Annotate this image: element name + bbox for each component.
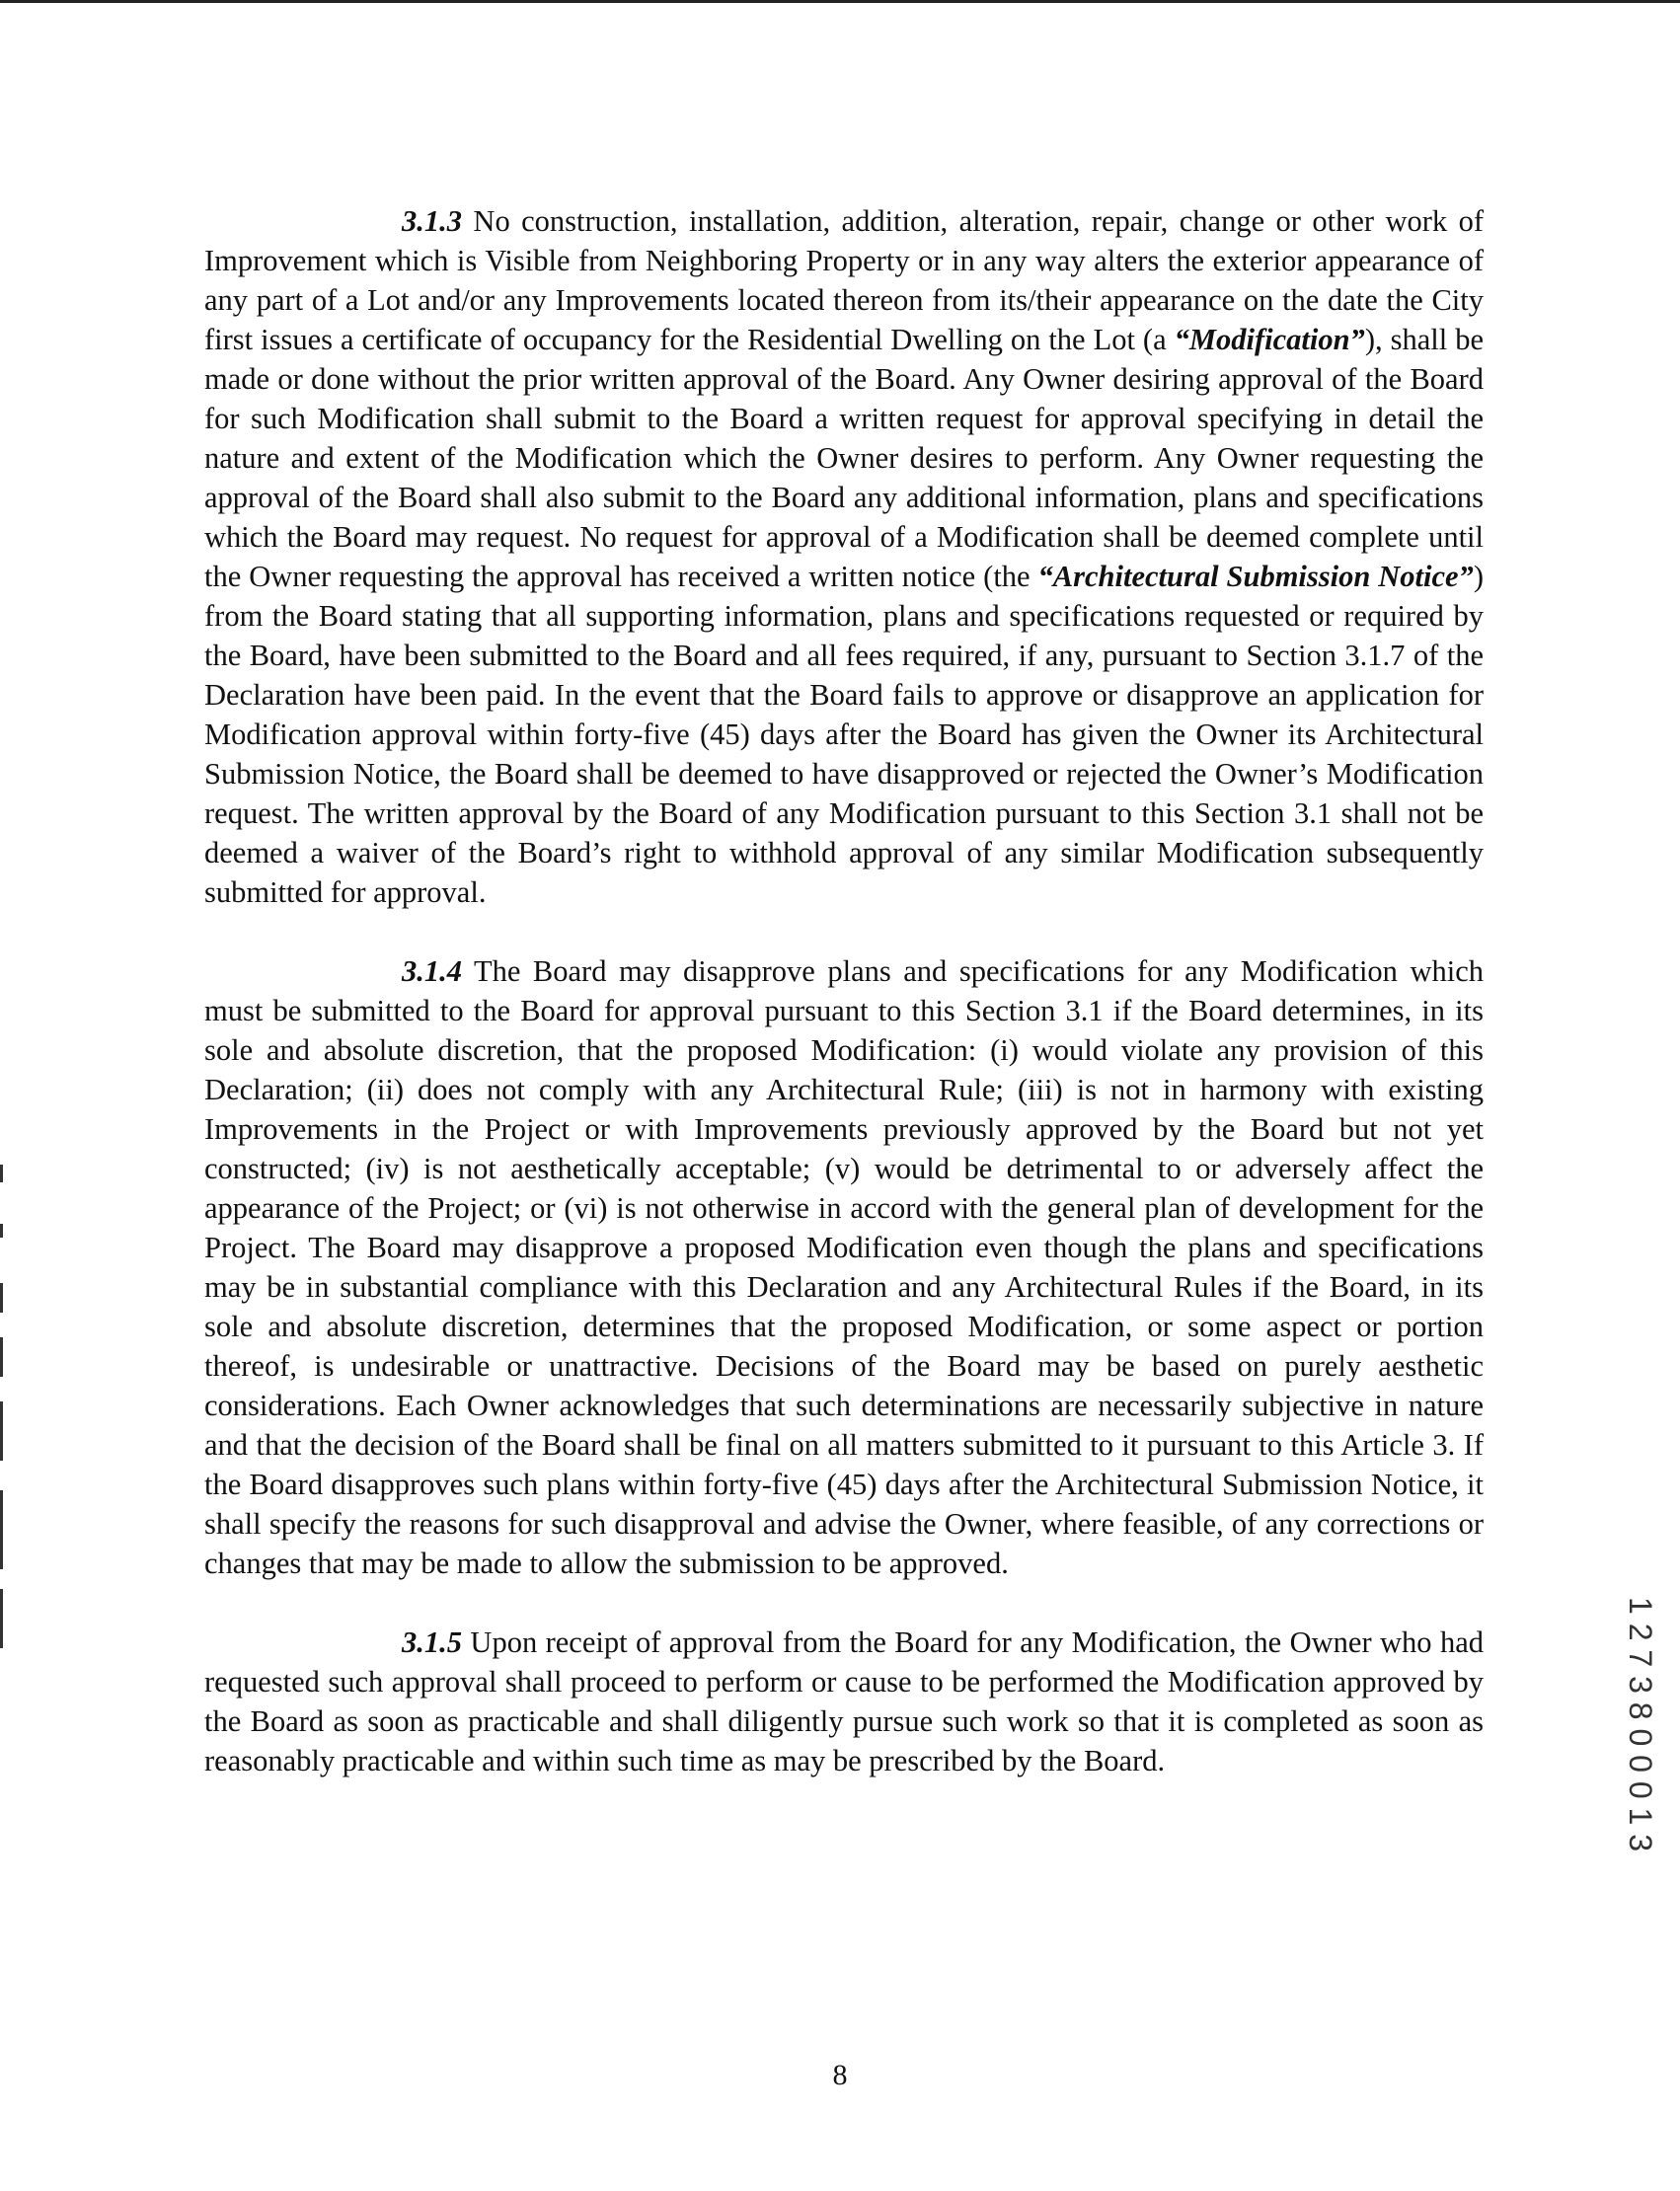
section-number: 3.1.3 (402, 204, 462, 238)
section-text: ), shall be made or done without the prior written approval of the Board. Any Owner desiring approval of the Board for such Modification shall submit to the Board a written request for approval specifying in detail the nature and extent of the Modification which the Owner desires to perform. Any Owner requesting the approval of the Board shall also submit to the Board any additional information, plans and specifications which the Board may request. No request for approval of a Modification shall be deemed complete until the Owner requesting the approval has received a written notice (the (204, 323, 1484, 593)
scan-left-edge-marks (0, 1165, 4, 1678)
defined-term: “Modification” (1174, 323, 1365, 356)
section-number: 3.1.5 (402, 1625, 462, 1659)
section-text: Upon receipt of approval from the Board for any Modification, the Owner who had requested such approval shall proceed to perform or cause to be performed the Modification approved by the Board as soon as practicable and shall diligently pursue such work so that it is completed as soon as reasonably practicable and within such time as may be prescribed by the Board. (204, 1625, 1484, 1777)
defined-term: “Architectural Submission Notice” (1037, 560, 1474, 593)
stamp-number: 1 2 7 3 8 0 0 0 1 3 (1623, 1597, 1658, 1851)
section-text: No construction, installation, addition, alteration, repair, change or other work of Improvement which is Visible from Neighboring Property or in any way alters the exterior appearance of any part of a Lot and/or any Improvements located thereon from its/their appearance on the date the City first issues a certificate of occupancy for the Residential Dwelling on the Lot (a (204, 204, 1484, 356)
page-number: 8 (832, 2059, 848, 2091)
document-body (204, 201, 1484, 1780)
section-text: The Board may disapprove plans and specifications for any Modification which must be submitted to the Board for approval pursuant to this Section 3.1 if the Board determines, in its sole and absolute discretion, that the proposed Modification: (i) would violate any provision of this Declaration; (ii) does not comply with any Architectural Rule; (iii) is not in harmony with existing Improvements in the Project or with Improvements previously approved by the Board but not yet constructed; (iv) is not aesthetically acceptable; (v) would be detrimental to or adversely affect the appearance of the Project; or (vi) is not otherwise in accord with the general plan of development for the Project. The Board may disapprove a proposed Modification even though the plans and specifications may be in substantial compliance with this Declaration and any Architectural Rules if the Board, in its sole and absolute discretion, determines that the proposed Modification, or some aspect or portion thereof, is undesirable or unattractive. Decisions of the Board may be based on purely aesthetic considerations. Each Owner acknowledges that such determinations are necessarily subjective in nature and that the decision of the Board shall be final on all matters submitted to it pursuant to this Article 3. If the Board disapproves such plans within forty-five (45) days after the Architectural Submission Notice, it shall specify the reasons for such disapproval and advise the Owner, where feasible, of any corrections or changes that may be made to allow the submission to be approved. (204, 954, 1484, 1580)
scan-top-border (0, 0, 1680, 3)
section-text: ) from the Board stating that all supporting information, plans and specifications requested or required by the Board, have been submitted to the Board and all fees required, if any, pursuant to Section 3.1.7 of the Declaration have been paid. In the event that the Board fails to approve or disapprove an application for Modification approval within forty-five (45) days after the Board has given the Owner its Architectural Submission Notice, the Board shall be deemed to have disapproved or rejected the Owner’s Modification request. The written approval by the Board of any Modification pursuant to this Section 3.1 shall not be deemed a waiver of the Board’s right to withhold approval of any similar Modification subsequently submitted for approval. (204, 560, 1484, 909)
section-number: 3.1.4 (402, 954, 462, 988)
section-3-1-5 (204, 1623, 1484, 1780)
section-3-1-4 (204, 951, 1484, 1583)
section-3-1-3 (204, 201, 1484, 912)
